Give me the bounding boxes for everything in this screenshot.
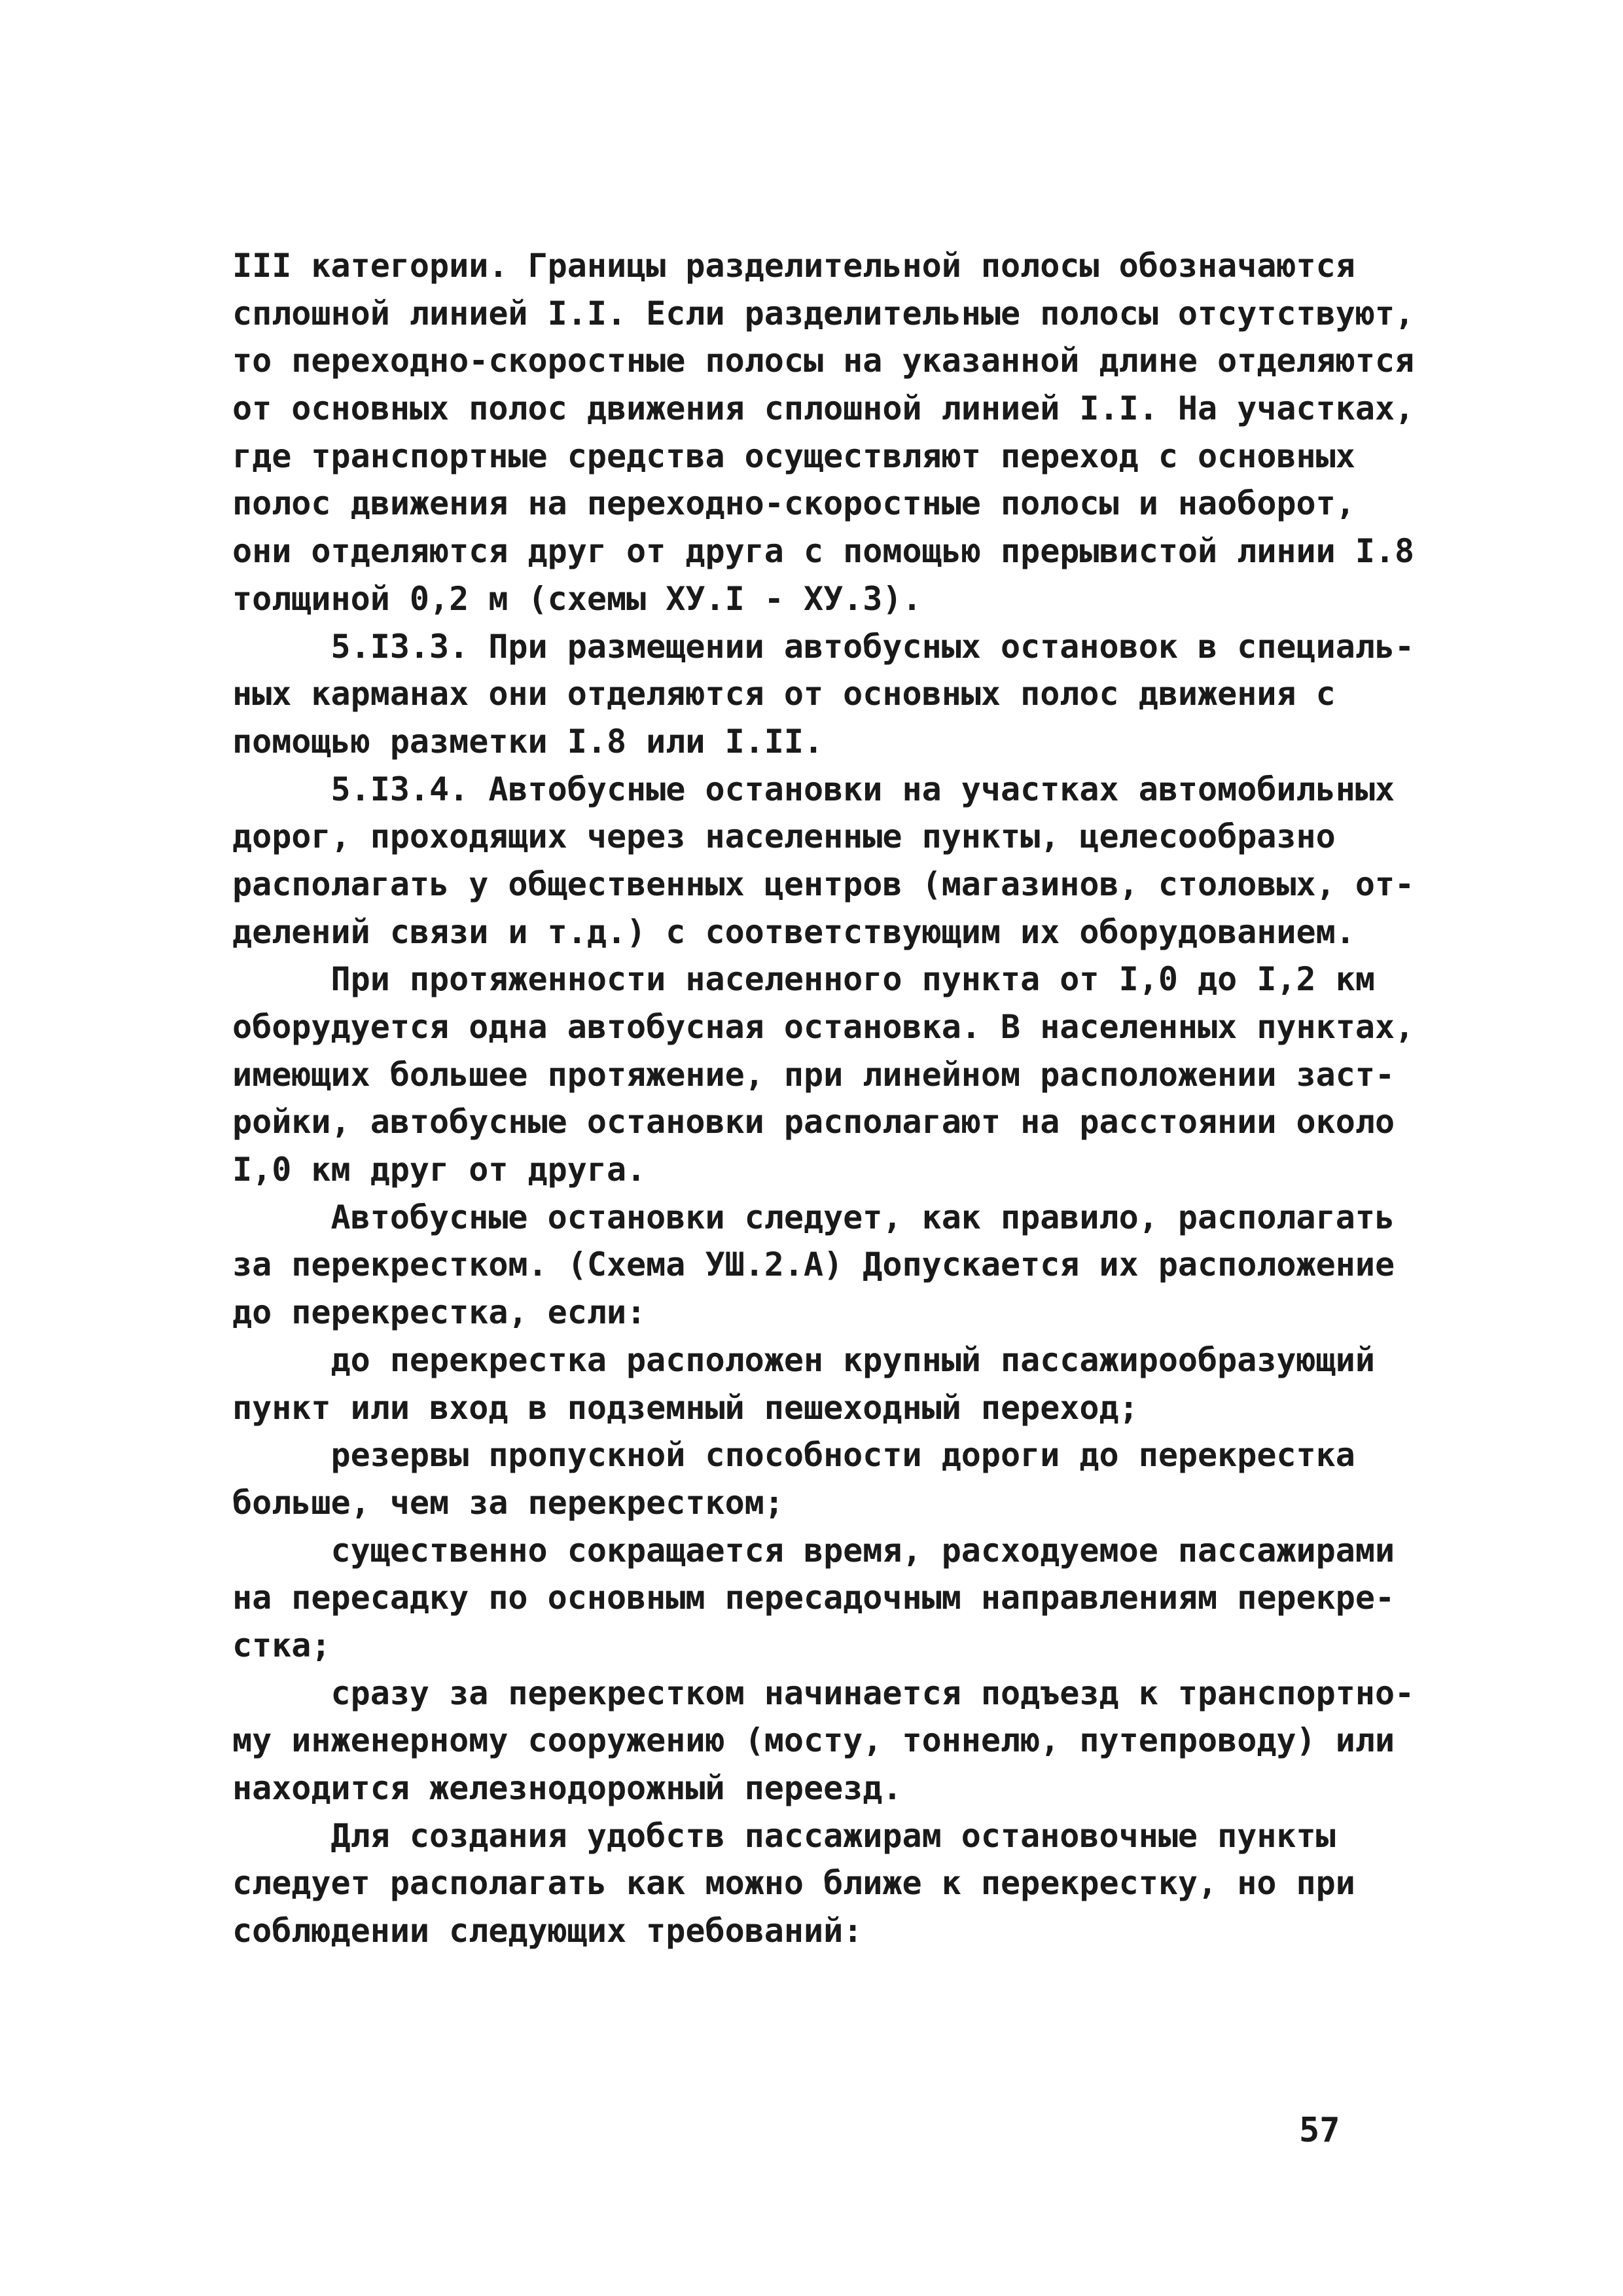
- text-line: дорог, проходящих через населенные пункты, целесообразно: [232, 817, 1336, 856]
- text-line: делений связи и т.д.) с соответствующим их оборудованием.: [232, 912, 1355, 951]
- text-line: пункт или вход в подземный пешеходный переход;: [232, 1388, 1139, 1427]
- text-line: следует располагать как можно ближе к перекрестку, но при: [232, 1864, 1355, 1903]
- text-line: Автобусные остановки следует, как правило, располагать: [232, 1198, 1395, 1236]
- text-line: му инженерному сооружению (мосту, тоннелю, путепроводу) или: [232, 1721, 1395, 1760]
- body-text: [232, 242, 1443, 1955]
- text-line: от основных полос движения сплошной линией I.I. На участках,: [232, 389, 1415, 428]
- text-line: больше, чем за перекрестком;: [232, 1483, 784, 1522]
- text-line: сплошной линией I.I. Если разделительные полосы отсутствуют,: [232, 294, 1415, 332]
- text-line: то переходно-скоростные полосы на указанной длине отделяются: [232, 342, 1415, 380]
- text-line: ных карманах они отделяются от основных полос движения с: [232, 675, 1336, 713]
- text-line: располагать у общественных центров (магазинов, столовых, от-: [232, 865, 1415, 903]
- text-line: имеющих большее протяжение, при линейном расположении заст-: [232, 1055, 1395, 1094]
- text-line: стка;: [232, 1626, 331, 1664]
- text-line: сразу за перекрестком начинается подъезд к транспортно-: [232, 1674, 1415, 1712]
- text-line: соблюдении следующих требований:: [232, 1912, 863, 1950]
- text-line: помощью разметки I.8 или I.II.: [232, 722, 824, 761]
- text-line: III категории. Границы разделительной полосы обозначаются: [232, 247, 1355, 285]
- text-line: резервы пропускной способности дороги до перекрестка: [232, 1436, 1355, 1475]
- text-line: они отделяются друг от друга с помощью прерывистой линии I.8: [232, 532, 1415, 571]
- page-number: 57: [1299, 2111, 1340, 2150]
- text-line: на пересадку по основным пересадочным направлениям перекре-: [232, 1579, 1395, 1617]
- text-line: ройки, автобусные остановки располагают на расстоянии около: [232, 1103, 1395, 1141]
- text-line: где транспортные средства осуществляют переход с основных: [232, 437, 1355, 475]
- text-line: до перекрестка расположен крупный пассажирообразующий: [232, 1340, 1375, 1379]
- text-line: существенно сокращается время, расходуемое пассажирами: [232, 1531, 1395, 1570]
- text-line: толщиной 0,2 м (схемы ХУ.I - ХУ.3).: [232, 579, 922, 618]
- text-line: 5.I3.3. При размещении автобусных остановок в специаль-: [232, 627, 1415, 666]
- text-line: находится железнодорожный переезд.: [232, 1769, 902, 1807]
- text-line: за перекрестком. (Схема УШ.2.А) Допускается их расположение: [232, 1246, 1395, 1284]
- text-line: При протяженности населенного пункта от I,0 до I,2 км: [232, 960, 1375, 999]
- text-line: полос движения на переходно-скоростные полосы и наоборот,: [232, 484, 1355, 523]
- text-line: до перекрестка, если:: [232, 1293, 647, 1332]
- text-line: оборудуется одна автобусная остановка. В населенных пунктах,: [232, 1008, 1415, 1046]
- text-line: 5.I3.4. Автобусные остановки на участках автомобильных: [232, 770, 1395, 808]
- text-line: Для создания удобств пассажирам остановочные пункты: [232, 1816, 1336, 1855]
- text-line: I,0 км друг от друга.: [232, 1151, 647, 1189]
